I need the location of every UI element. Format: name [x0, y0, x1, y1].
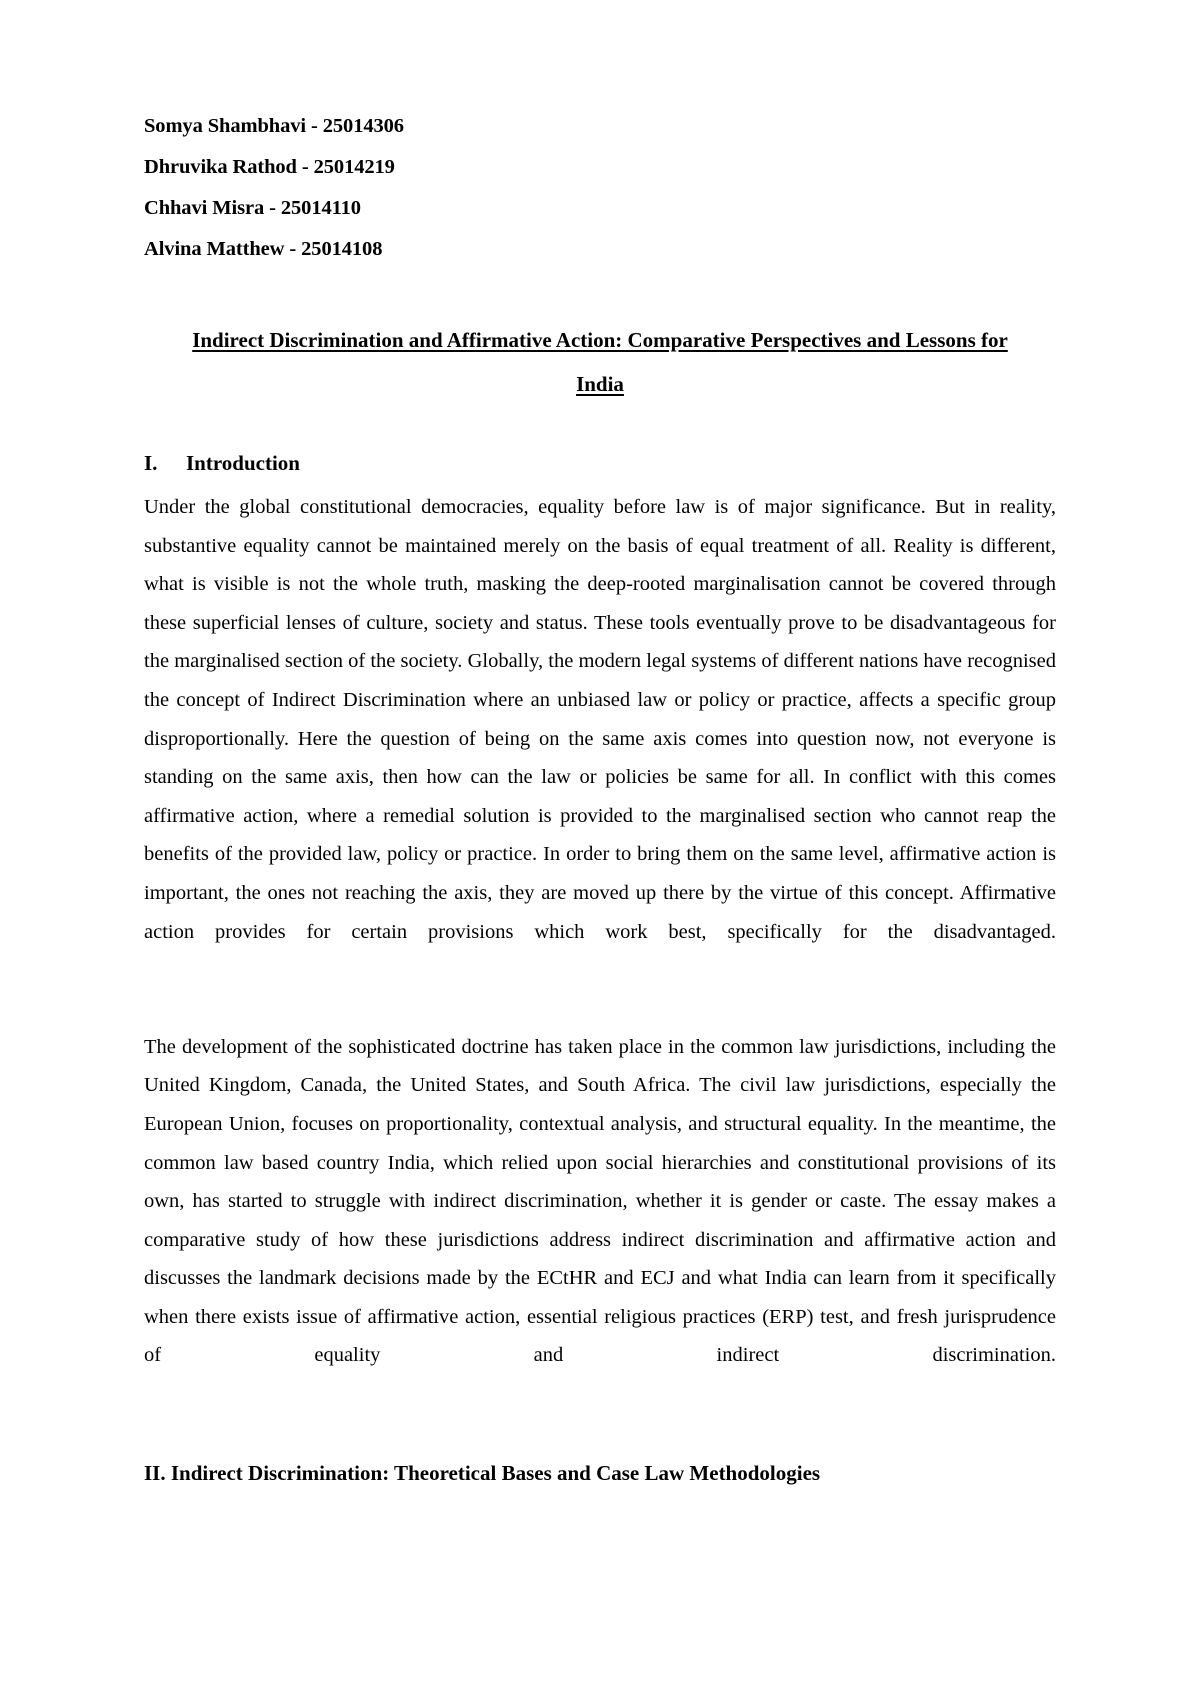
author-line: Chhavi Misra - 25014110 [144, 197, 361, 219]
author-block [144, 106, 1056, 270]
title-line-1: Indirect Discrimination and Affirmative Action: Comparative Perspectives and Lessons for [192, 328, 1008, 352]
author-line: Dhruvika Rathod - 25014219 [144, 156, 395, 178]
author-line: Somya Shambhavi - 25014306 [144, 115, 404, 137]
paragraph: Under the global constitutional democracies, equality before law is of major significance. But in reality, substantive equality cannot be maintained merely on the basis of equal treatment of all. Reality is different, what is visible is not the whole truth, masking the deep-rooted marginalisation cannot be covered through these superficial lenses of culture, society and status. These tools eventually prove to be disadvantageous for the marginalised section of the society. Globally, the modern legal systems of different nations have recognised the concept of Indirect Discrimination where an unbiased law or policy or practice, affects a specific group disproportionally. Here the question of being on the same axis comes into question now, not everyone is standing on the same axis, then how can the law or policies be same for all. In conflict with this comes affirmative action, where a remedial solution is provided to the marginalised section who cannot reap the benefits of the provided law, policy or practice. In order to bring them on the same level, affirmative action is important, the ones not reaching the axis, they are moved up there by the virtue of this concept. Affirmative action provides for certain provisions which work best, specifically for the disadvantaged. [144, 496, 1056, 943]
title-line-2: India [576, 372, 624, 396]
section-heading-indirect-discrimination: II. Indirect Discrimination: Theoretical Bases and Case Law Methodologies [144, 1460, 821, 1485]
section-heading-introduction [144, 448, 1056, 478]
section-numeral: I. [144, 451, 158, 475]
paragraph: The development of the sophisticated doctrine has taken place in the common law jurisdictions, including the United Kingdom, Canada, the United States, and South Africa. The civil law jurisdictions, especially the European Union, focuses on proportionality, contextual analysis, and structural equality. In the meantime, the common law based country India, which relied upon social hierarchies and constitutional provisions of its own, has started to struggle with indirect discrimination, whether it is gender or caste. The essay makes a comparative study of how these jurisdictions address indirect discrimination and affirmative action and discusses the landmark decisions made by the ECtHR and ECJ and what India can learn from it specifically when there exists issue of affirmative action, essential religious practices (ERP) test, and fresh jurisprudence of equality and indirect discrimination. [144, 1035, 1056, 1367]
section-heading-label: Introduction [186, 451, 300, 475]
page-title [144, 318, 1056, 406]
page-content [144, 106, 1056, 1488]
author-line: Alvina Matthew - 25014108 [144, 238, 383, 260]
